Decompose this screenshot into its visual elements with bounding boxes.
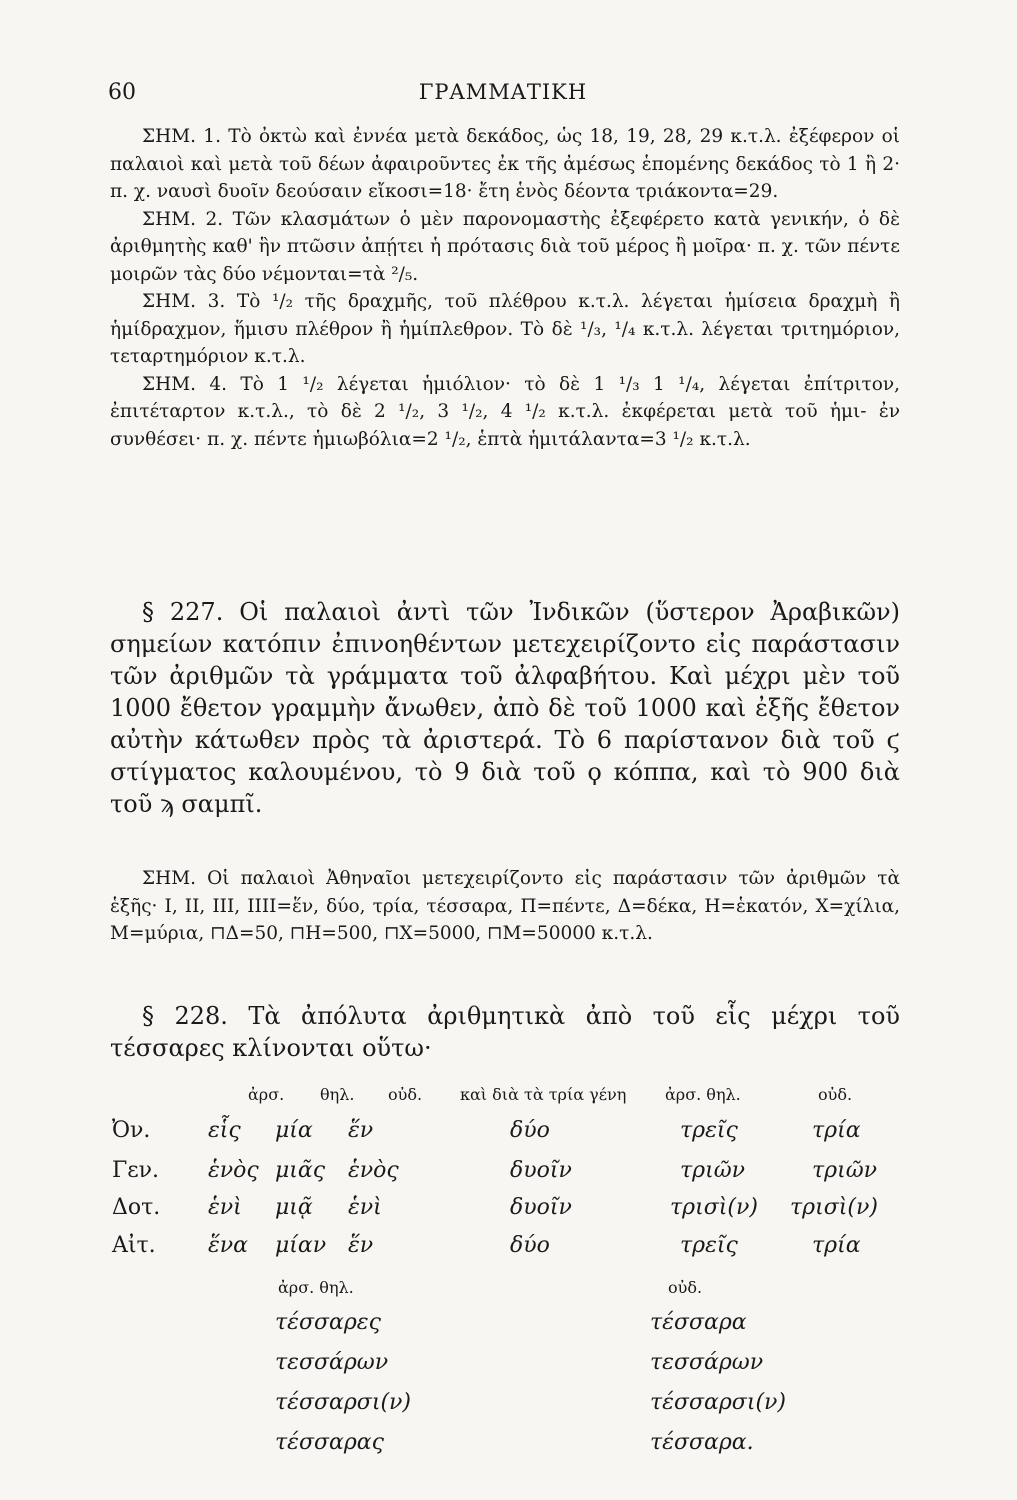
page-header <box>108 80 898 110</box>
form-three-mf: τρεῖς <box>680 1233 738 1258</box>
form-neut: ἑνὶ <box>348 1195 382 1220</box>
form-masc-fem: τέσσαρσι(ν) <box>275 1390 411 1415</box>
form-masc: ἑνὶ <box>208 1195 242 1220</box>
header-masc-fem: ἀρσ. θηλ. <box>665 1085 741 1104</box>
header-masc-fem: ἀρσ. θηλ. <box>278 1278 354 1297</box>
form-fem: μιᾷ <box>275 1195 313 1220</box>
note-3: ΣΗΜ. 3. Τὸ ¹/₂ τῆς δραχμῆς, τοῦ πλέθρου κ.τ.λ. λέγεται ἡμίσεια δραχμὴ ἢ ἡμίδραχμον, ἥμισυ πλέθρον ἢ ἡμίπλεθρον. Τὸ δὲ ¹/₃, ¹/₄ κ.τ.λ. λέγεται τριτημόριον, τεταρτημόριον κ.τ.λ. <box>110 291 900 367</box>
form-masc-fem: τεσσάρων <box>275 1350 389 1375</box>
header-masc: ἀρσ. <box>248 1085 285 1104</box>
header-neut: οὐδ. <box>388 1085 423 1104</box>
form-masc: εἷς <box>208 1118 241 1143</box>
form-two: δύο <box>510 1233 550 1258</box>
form-neut: τεσσάρων <box>650 1350 764 1375</box>
form-two: δύο <box>510 1118 550 1143</box>
form-neut: τέσσαρα <box>650 1310 747 1335</box>
form-neut: τέσσαρα. <box>650 1430 754 1455</box>
form-three-n: τρισὶ(ν) <box>790 1195 878 1220</box>
note-attic-numerals-text: ΣΗΜ. Οἱ παλαιοὶ Ἀθηναῖοι μετεχειρίζοντο εἰς παράστασιν τῶν ἀριθμῶν τὰ ἑξῆς· Ι, ΙΙ, ΙΙΙ, ΙΙΙΙ=ἕν, δύο, τρία, τέσσαρα, Π=πέντε, Δ=δέκα, Η=ἑκατόν, Χ=χίλια, Μ=μύρια, ⊓Δ=50, ⊓Η=500, ⊓Χ=5000, ⊓Μ=50000 κ.τ.λ. <box>110 868 900 944</box>
case-label: Αἰτ. <box>112 1233 156 1258</box>
form-three-n: τρία <box>812 1233 861 1258</box>
header-all-genders: καὶ διὰ τὰ τρία γένη <box>460 1085 627 1104</box>
form-neut: ἕν <box>348 1233 374 1258</box>
form-neut: ἑνὸς <box>348 1158 399 1183</box>
form-masc: ἑνὸς <box>208 1158 259 1183</box>
form-three-n: τριῶν <box>812 1158 878 1183</box>
form-two: δυοῖν <box>510 1195 572 1220</box>
form-fem: μιᾶς <box>275 1158 326 1183</box>
notes-block <box>110 123 900 453</box>
section-228-text: § 228. Τὰ ἀπόλυτα ἀριθμητικὰ ἀπὸ τοῦ εἷς μέχρι τοῦ τέσσαρες κλίνονται οὕτω· <box>110 1002 900 1062</box>
form-three-mf: τρισὶ(ν) <box>670 1195 758 1220</box>
header-fem: θηλ. <box>320 1085 355 1104</box>
form-fem: μίαν <box>275 1233 327 1258</box>
note-4: ΣΗΜ. 4. Τὸ 1 ¹/₂ λέγεται ἡμιόλιον· τὸ δὲ 1 ¹/₃ 1 ¹/₄, λέγεται ἐπίτριτον, ἐπιτέταρτον κ.τ.λ., τὸ δὲ 2 ¹/₂, 3 ¹/₂, 4 ¹/₂ κ.τ.λ. ἐκφέρεται μετὰ τοῦ ἡμι- ἐν συνθέσει· π. χ. πέντε ἡμιωβόλια=2 ¹/₂, ἑπτὰ ἡμιτάλαντα=3 ¹/₂ κ.τ.λ. <box>110 373 900 450</box>
form-three-mf: τρεῖς <box>680 1118 738 1143</box>
note-2: ΣΗΜ. 2. Τῶν κλασμάτων ὁ μὲν παρονομαστὴς ἐξεφέρετο κατὰ γενικήν, ὁ δὲ ἀριθμητὴς καθ' ἣν πτῶσιν ἀπῄτει ἡ πρότασις διὰ τοῦ μέρος ἢ μοῖρα· π. χ. τῶν πέντε μοιρῶν τὰς δύο νέμονται=τὰ ²/₅. <box>110 208 900 285</box>
section-227-text: § 227. Οἱ παλαιοὶ ἀντὶ τῶν Ἰνδικῶν (ὕστερον Ἀραβικῶν) σημείων κατόπιν ἐπινοηθέντων μετεχειρίζοντο εἰς παράστασιν τῶν ἀριθμῶν τὰ γράμματα τοῦ ἀλφαβήτου. Καὶ μέχρι μὲν τοῦ 1000 ἔθετον γραμμὴν ἄνωθεν, ἀπὸ δὲ τοῦ 1000 καὶ ἐξῆς ἔθετον αὐτὴν κάτωθεν πρὸς τὰ ἀριστερά. Τὸ 6 παρίστανον διὰ τοῦ ϛ στίγματος καλουμένου, τὸ 9 διὰ τοῦ ϙ κόππα, καὶ τὸ 900 διὰ τοῦ ϡ σαμπῖ. <box>110 598 900 818</box>
page-number: 60 <box>108 80 136 105</box>
section-228 <box>110 1000 900 1064</box>
form-three-mf: τριῶν <box>680 1158 746 1183</box>
case-label: Γεν. <box>112 1158 160 1183</box>
note-attic-numerals <box>110 865 900 948</box>
form-two: δυοῖν <box>510 1158 572 1183</box>
form-masc-fem: τέσσαρες <box>275 1310 381 1335</box>
form-neut: τέσσαρσι(ν) <box>650 1390 786 1415</box>
case-label: Δοτ. <box>112 1195 161 1220</box>
form-masc: ἕνα <box>208 1233 249 1258</box>
form-three-n: τρία <box>812 1118 861 1143</box>
section-227 <box>110 596 900 820</box>
note-1: ΣΗΜ. 1. Τὸ ὀκτὼ καὶ ἐννέα μετὰ δεκάδος, ὡς 18, 19, 28, 29 κ.τ.λ. ἐξέφερον οἱ παλαιοὶ καὶ μετὰ τοῦ δέων ἀφαιροῦντες ἐκ τῆς ἀμέσως ἑπομένης δεκάδος τὸ 1 ἢ 2· π. χ. ναυσὶ δυοῖν δεούσαιν εἴκοσι=18· ἔτη ἑνὸς δέοντα τριάκοντα=29. <box>110 126 900 202</box>
header-neut: οὐδ. <box>668 1278 703 1297</box>
case-label: Ὀν. <box>112 1118 151 1143</box>
form-masc-fem: τέσσαρας <box>275 1430 384 1455</box>
running-title: ΓΡΑΜΜΑΤΙΚΗ <box>418 80 588 104</box>
header-neut-2: οὐδ. <box>818 1085 853 1104</box>
form-fem: μία <box>275 1118 313 1143</box>
form-neut: ἕν <box>348 1118 374 1143</box>
